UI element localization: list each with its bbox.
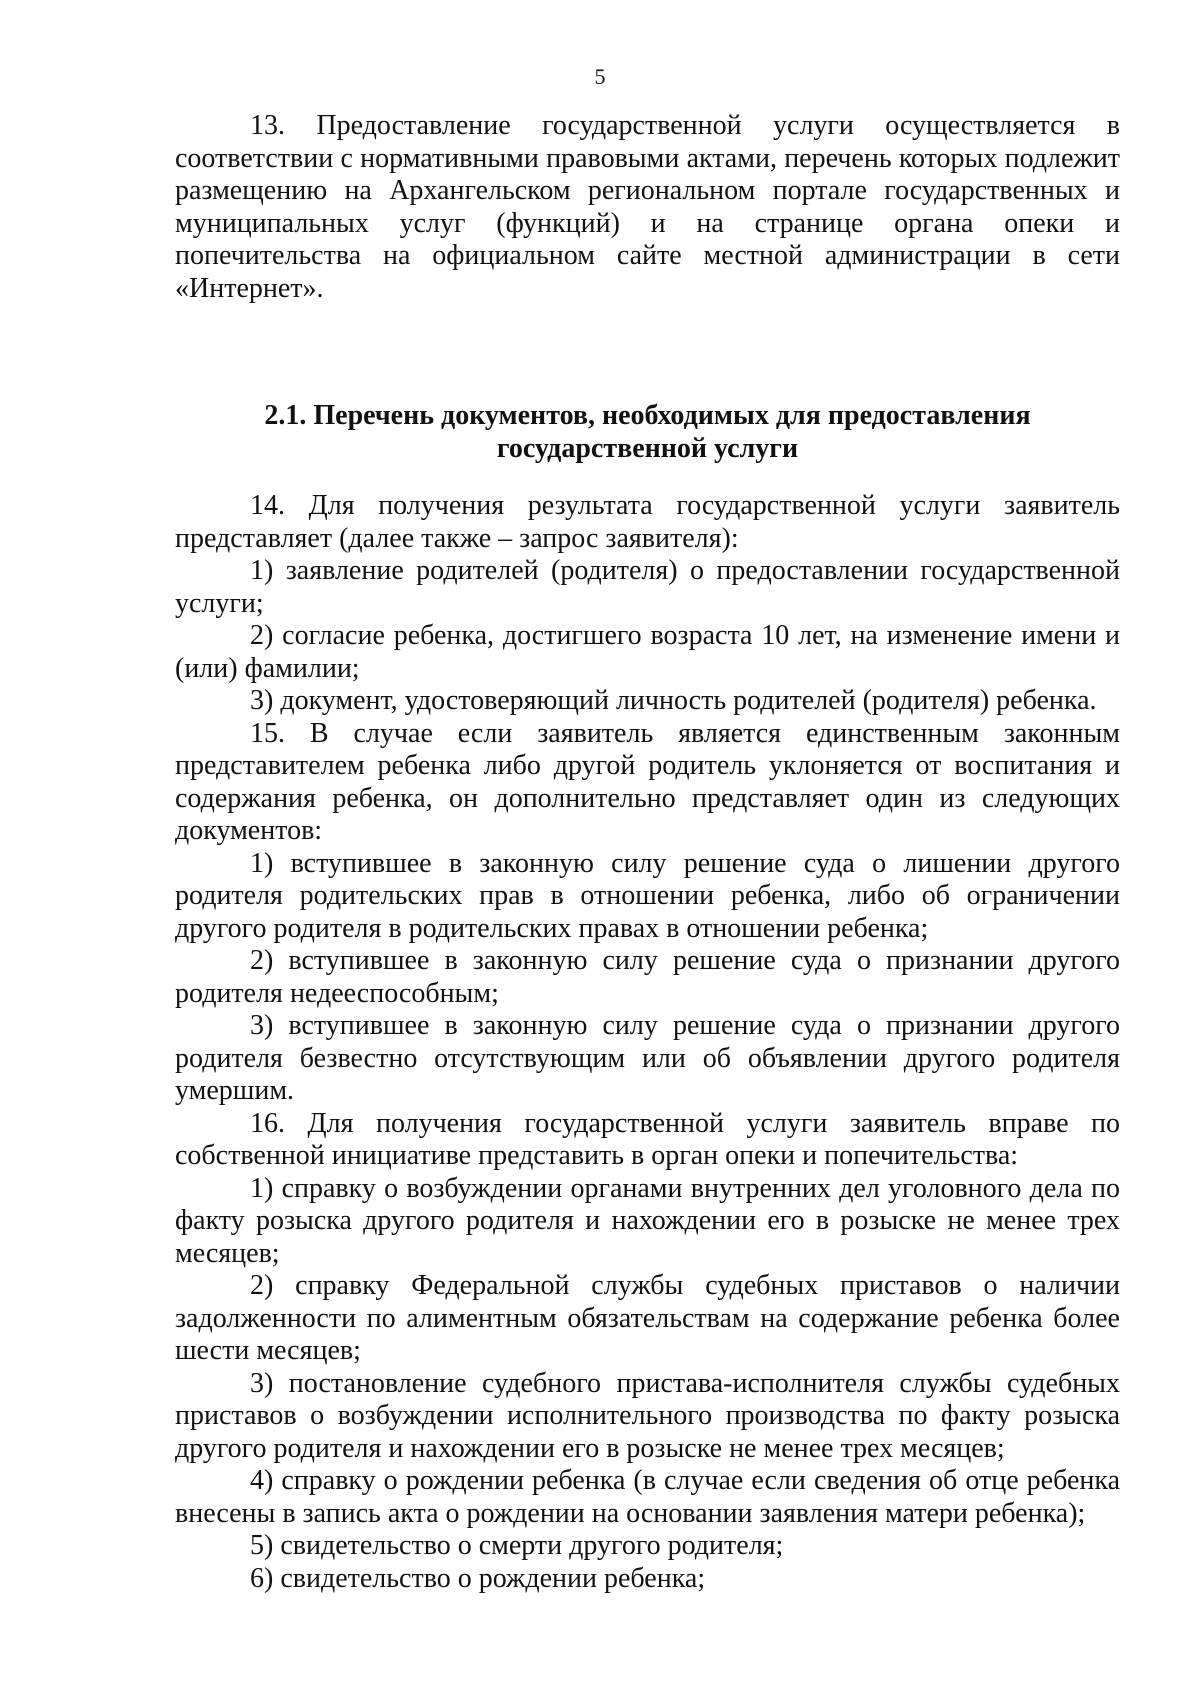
paragraph-16-item-1: 1) справку о возбуждении органами внутренних дел уголовного дела по факту розыска другого родителя и нахождении его в розыске не менее трех месяцев; [175, 1172, 1120, 1269]
section-heading-line-1: 2.1. Перечень документов, необходимых для предоставления [264, 400, 1031, 431]
paragraph-16-item-6: 6) свидетельство о рождении ребенка; [250, 1562, 706, 1594]
paragraph-15-item-3: 3) вступившее в законную силу решение суда о признании другого родителя безвестно отсутствующим или об объявлении другого родителя умершим. [175, 1010, 1120, 1106]
paragraph-15: 15. В случае если заявитель является единственным законным представителем ребенка либо другой родитель уклоняется от воспитания и содержания ребенка, он дополнительно представляет один из следующих документов: [175, 717, 1120, 846]
paragraph-16: 16. Для получения государственной услуги заявитель вправе по собственной инициативе представить в орган опеки и попечительства: [175, 1107, 1120, 1171]
page-number: 5 [594, 64, 606, 89]
section-heading [175, 400, 1120, 465]
paragraph-16-item-2: 2) справку Федеральной службы судебных приставов о наличии задолженности по алиментным обязательствам на содержание ребенка более шести месяцев; [175, 1270, 1120, 1366]
section-heading-line-2: государственной услуги [496, 432, 799, 464]
paragraph-14-item-3: 3) документ, удостоверяющий личность родителей (родителя) ребенка. [250, 685, 1097, 716]
paragraph-16-item-3: 3) постановление судебного пристава-исполнителя службы судебных приставов о возбуждении исполнительного производства по факту розыска другого родителя и нахождении его в розыске не менее трех месяцев; [175, 1367, 1120, 1464]
paragraph-14-item-1: 1) заявление родителей (родителя) о предоставлении государственной услуги; [175, 555, 1120, 619]
paragraph-14-item-2: 2) согласие ребенка, достигшего возраста 10 лет, на изменение имени и (или) фамилии; [175, 620, 1120, 684]
paragraph-13: 13. Предоставление государственной услуги осуществляется в соответствии с нормативными правовыми актами, перечень которых подлежит размещению на Архангельском региональном портале государственных и муниципальных услуг (функций) и на странице органа опеки и попечительства на официальном сайте местной администрации в сети «Интернет». [175, 110, 1120, 304]
paragraph-15-item-1: 1) вступившее в законную силу решение суда о лишении другого родителя родительских прав в отношении ребенка, либо об ограничении другого родителя в родительских правах в отношении ребенка; [175, 847, 1120, 944]
paragraph-16-item-4: 4) справку о рождении ребенка (в случае если сведения об отце ребенка внесены в запись акта о рождении на основании заявления матери ребенка); [175, 1465, 1120, 1529]
document-body [175, 110, 1120, 1595]
paragraph-14: 14. Для получения результата государственной услуги заявитель представляет (далее также – запрос заявителя): [175, 490, 1120, 554]
paragraph-16-item-5: 5) свидетельство о смерти другого родителя; [250, 1530, 784, 1561]
paragraph-15-item-2: 2) вступившее в законную силу решение суда о признании другого родителя недееспособным; [175, 945, 1120, 1009]
